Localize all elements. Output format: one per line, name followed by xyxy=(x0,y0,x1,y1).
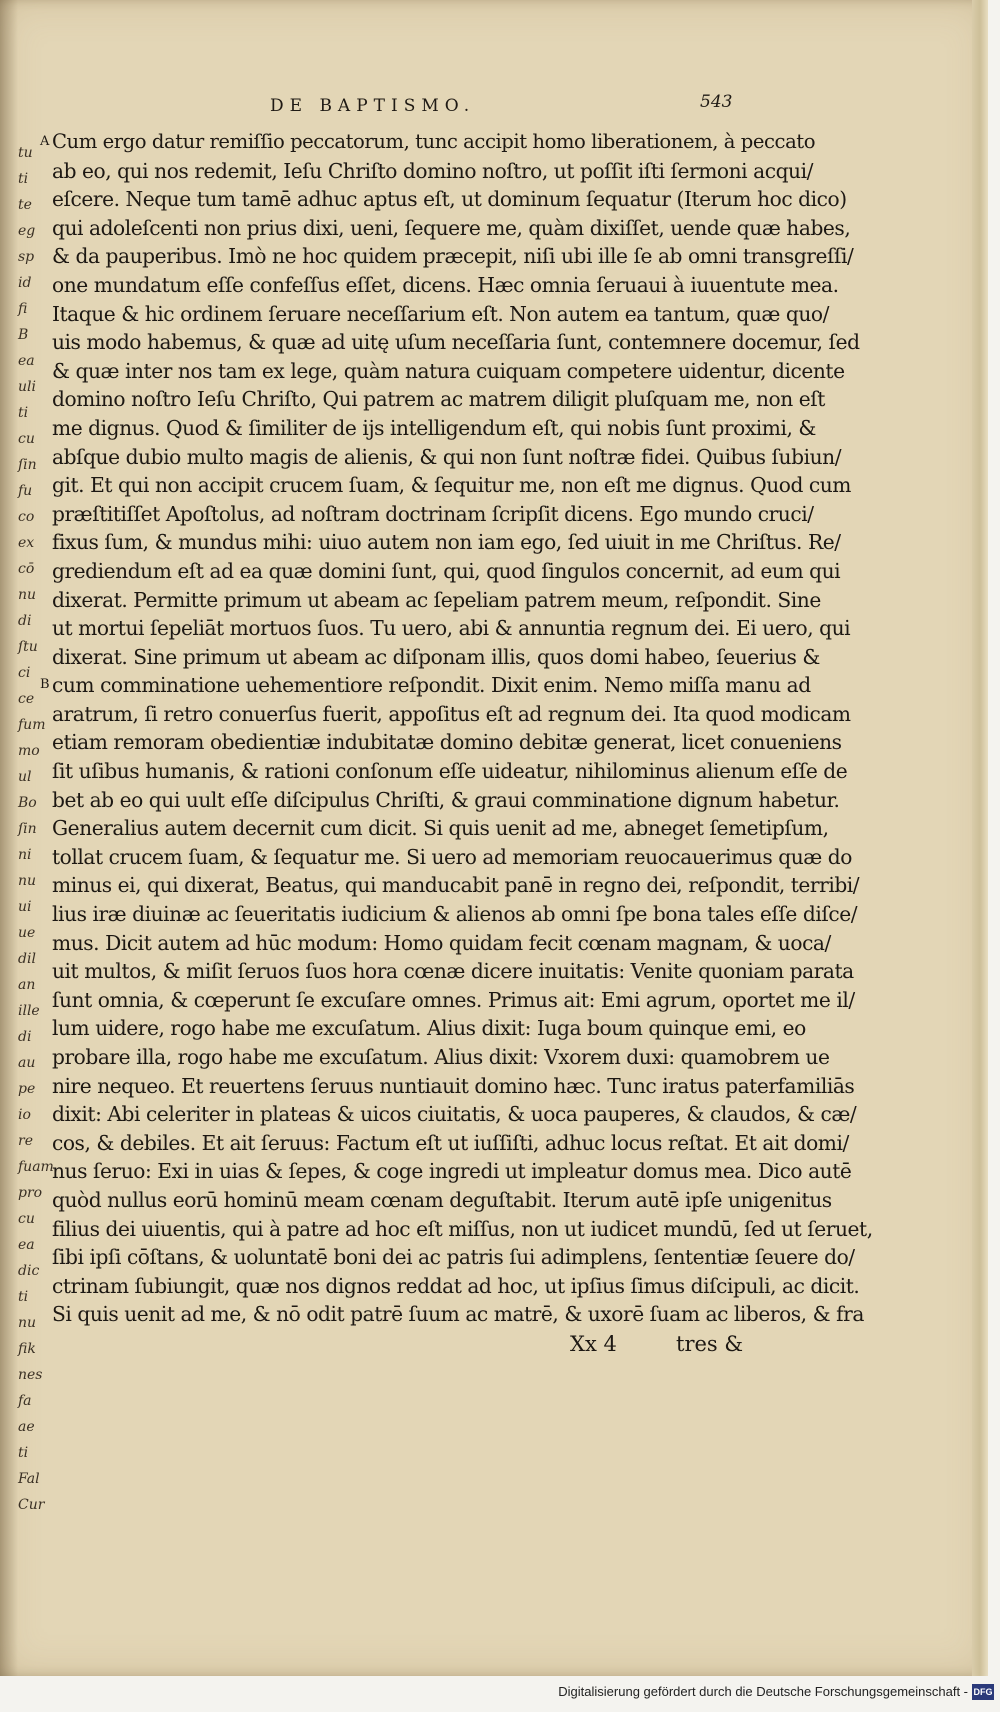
margin-fragment: re xyxy=(18,1133,33,1149)
text-line: lum uidere, rogo habe me excuſatum. Alius dixit: Iuga boum quinque emi, eo xyxy=(52,1016,806,1041)
text-line: cum comminatione uehementiore reſpondit. Dixit enim. Nemo miſſa manu ad xyxy=(52,673,811,698)
signature-mark: Xx 4 xyxy=(570,1332,617,1356)
text-line: grediendum eſt ad ea quæ domini ſunt, qui, quod ſingulos concernit, ad eum qui xyxy=(52,558,841,583)
margin-fragment: ſin xyxy=(18,457,37,473)
text-line: quòd nullus eorū hominū meam cœnam deguſtabit. Iterum autē ipſe unigenitus xyxy=(52,1187,832,1212)
margin-fragment: an xyxy=(18,977,36,993)
catchword: tres & xyxy=(676,1332,744,1356)
margin-fragment: Cur xyxy=(18,1497,45,1513)
margin-fragment: ea xyxy=(18,353,35,369)
text-line: eſcere. Neque tum tamē adhuc aptus eſt, ut dominum ſequatur (Iterum hoc dico) xyxy=(52,187,847,212)
margin-fragment: ue xyxy=(18,925,36,941)
text-line: uis modo habemus, & quæ ad uitę uſum neceſſaria ſunt, contemnere docemur, ſed xyxy=(52,330,860,355)
text-line: & quæ inter nos tam ex lege, quàm natura cuiquam competere uidentur, dicente xyxy=(52,358,845,383)
text-line: domino noſtro Ieſu Chriſto, Qui patrem ac matrem diligit pluſquam me, non eſt xyxy=(52,387,825,412)
page-edge xyxy=(972,0,988,1676)
margin-fragment: nu xyxy=(18,873,37,889)
margin-fragment: cu xyxy=(18,1211,35,1227)
margin-fragment: te xyxy=(18,197,32,213)
text-line: filius dei uiuentis, qui à patre ad hoc eſt miſſus, non ut iudicet mundū, ſed ut ſeruet, xyxy=(52,1216,873,1241)
text-line: ſunt omnia, & cœperunt ſe excuſare omnes. Primus ait: Emi agrum, oportet me il/ xyxy=(52,987,855,1012)
margin-fragment: ti xyxy=(18,405,29,421)
margin-fragment: dic xyxy=(18,1263,40,1279)
margin-fragment: dil xyxy=(18,951,36,967)
text-line: dixerat. Permitte primum ut abeam ac ſepeliam patrem meum, reſpondit. Sine xyxy=(52,587,821,612)
left-margin-fragments xyxy=(18,140,54,1518)
text-line: dixerat. Sine primum ut abeam ac diſponam illis, quos domi habeo, ſeuerius & xyxy=(52,644,820,669)
text-line: qui adoleſcenti non prius dixi, ueni, ſequere me, quàm dixiſſet, uende quæ habes, xyxy=(52,215,851,240)
text-line: nus ſeruo: Exi in uias & ſepes, & coge ingredi ut impleatur domus mea. Dico autē xyxy=(52,1159,852,1184)
text-line: ut mortui ſepeliāt mortuos ſuos. Tu uero, abi & annuntia regnum dei. Ei uero, qui xyxy=(52,616,851,641)
margin-fragment: ce xyxy=(18,691,35,707)
footer-credit: Digitalisierung gefördert durch die Deutsche Forschungsgemeinschaft - xyxy=(558,1684,968,1699)
text-line: præſtitiſſet Apoſtolus, ad noſtram doctrinam ſcripſit dicens. Ego mundo cruci/ xyxy=(52,501,814,526)
margin-fragment: ſtu xyxy=(18,639,38,655)
text-line: minus ei, qui dixerat, Beatus, qui manducabit panē in regno dei, reſpondit, terribi/ xyxy=(52,873,860,898)
margin-fragment: tu xyxy=(18,145,33,161)
text-line: & da pauperibus. Imò ne hoc quidem præcepit, niſi ubi ille ſe ab omni transgreſſi/ xyxy=(52,244,854,269)
text-line: bet ab eo qui uult eſſe diſcipulus Chriſti, & graui comminatione dignum habetur. xyxy=(52,787,840,812)
margin-fragment: ti xyxy=(18,171,29,187)
text-line: git. Et qui non accipit crucem ſuam, & ſequitur me, non eſt me dignus. Quod cum xyxy=(52,473,851,498)
margin-fragment: Fal xyxy=(18,1471,40,1487)
margin-fragment: au xyxy=(18,1055,36,1071)
margin-fragment: cu xyxy=(18,431,35,447)
text-line: ſit uſibus humanis, & rationi conſonum eſſe uideatur, nihilominus alienum eſſe de xyxy=(52,759,848,784)
running-head: DE BAPTISMO. xyxy=(270,96,476,116)
text-line: probare illa, rogo habe me excuſatum. Alius dixit: Vxorem duxi: quamobrem ue xyxy=(52,1045,830,1069)
gutter-shadow xyxy=(0,0,18,1676)
text-line: lius iræ diuinæ ac ſeueritatis iudicium & alienos ab omni ſpe bona tales eſſe diſce/ xyxy=(52,902,858,927)
text-line: Si quis uenit ad me, & nō odit patrē ſuum ac matrē, & uxorē ſuam ac liberos, & fra xyxy=(52,1302,864,1327)
text-line: Itaque & hic ordinem ſeruare neceſſarium eſt. Non autem ea tantum, quæ quo/ xyxy=(52,301,829,326)
margin-fragment: fu xyxy=(18,483,33,499)
line-marker: A xyxy=(40,134,50,149)
line-marker: B xyxy=(40,677,50,693)
text-line: ſibi ipſi cōſtans, & uoluntatē boni dei ac patris ſui adimplens, ſententiæ ſeuere do/ xyxy=(52,1245,855,1270)
margin-fragment: ti xyxy=(18,1445,29,1461)
margin-fragment: nes xyxy=(18,1367,43,1383)
margin-fragment: ti xyxy=(18,1289,29,1305)
text-line: ab eo, qui nos redemit, Ieſu Chriſto domino noſtro, ut poſſit iſti ſermoni acqui/ xyxy=(52,158,813,183)
text-line: one mundatum eſſe confeſſus eſſet, dicens. Hæc omnia ſeruaui à iuuentute mea. xyxy=(52,272,839,297)
margin-fragment: co xyxy=(18,509,35,525)
margin-fragment: nu xyxy=(18,587,37,603)
margin-fragment: di xyxy=(18,1029,32,1045)
margin-fragment: ex xyxy=(18,535,35,551)
text-line: mus. Dicit autem ad hūc modum: Homo quidam fecit cœnam magnam, & uoca/ xyxy=(52,930,831,955)
text-line: tollat crucem ſuam, & ſequatur me. Si uero ad memoriam reuocauerimus quæ do xyxy=(52,844,852,869)
margin-fragment: ſin xyxy=(18,821,37,837)
margin-fragment: Bo xyxy=(18,795,37,811)
margin-fragment: cō xyxy=(18,561,35,577)
body-text xyxy=(52,128,873,1329)
margin-fragment: pro xyxy=(18,1185,43,1201)
margin-fragment: fa xyxy=(18,1393,32,1409)
text-line: Cum ergo datur remiſſio peccatorum, tunc accipit homo liberationem, à peccato xyxy=(52,130,816,153)
margin-fragment: io xyxy=(18,1107,31,1123)
margin-fragment: eg xyxy=(18,223,36,239)
page-number: 543 xyxy=(700,92,733,112)
margin-fragment: ci xyxy=(18,665,31,681)
margin-fragment: ni xyxy=(18,847,32,863)
text-line: me dignus. Quod & ſimiliter de ijs intelligendum eſt, qui nobis ſunt proximi, & xyxy=(52,415,816,440)
margin-fragment: uli xyxy=(18,379,36,395)
margin-fragment: fum xyxy=(18,717,46,733)
margin-fragment: B xyxy=(18,327,29,343)
text-line: abſque dubio multo magis de alienis, & qui non ſunt noſtræ fidei. Quibus ſubiun/ xyxy=(52,444,842,469)
margin-fragment: ui xyxy=(18,899,32,915)
margin-fragment: fik xyxy=(18,1341,36,1357)
margin-fragment: ae xyxy=(18,1419,35,1435)
margin-fragment: di xyxy=(18,613,32,629)
text-line: uit multos, & miſit ſeruos ſuos hora cœnæ dicere inuitatis: Venite quoniam parata xyxy=(52,959,854,984)
margin-fragment: pe xyxy=(18,1081,36,1097)
text-line: etiam remoram obedientiæ indubitatæ domino debitæ generat, licet conueniens xyxy=(52,730,842,755)
margin-fragment: fi xyxy=(18,301,28,317)
dfg-logo: DFG xyxy=(972,1684,994,1700)
text-line: aratrum, ſi retro conuerſus fuerit, appoſitus eſt ad regnum dei. Ita quod modicam xyxy=(52,701,851,726)
margin-fragment: mo xyxy=(18,743,40,759)
text-line: nire nequeo. Et reuertens ſeruus nuntiauit domino hæc. Tunc iratus paterfamiliās xyxy=(52,1073,855,1098)
margin-fragment: ille xyxy=(18,1003,40,1019)
margin-fragment: sp xyxy=(18,249,35,265)
text-line: cos, & debiles. Et ait ſeruus: Factum eſt ut iuſſiſti, adhuc locus reſtat. Et ait domi/ xyxy=(52,1130,849,1155)
margin-fragment: ea xyxy=(18,1237,35,1253)
digitization-footer xyxy=(0,1676,1000,1712)
margin-fragment: nu xyxy=(18,1315,37,1331)
text-line: fixus ſum, & mundus mihi: uiuo autem non iam ego, ſed uiuit in me Chriſtus. Re/ xyxy=(52,530,841,555)
margin-fragment: fuam xyxy=(18,1159,54,1175)
margin-fragment: id xyxy=(18,275,32,291)
text-line: Generalius autem decernit cum dicit. Si quis uenit ad me, abneget ſemetipſum, xyxy=(52,816,829,841)
text-line: dixit: Abi celeriter in plateas & uicos ciuitatis, & uoca pauperes, & claudos, & cæ/ xyxy=(52,1102,857,1127)
text-line: ctrinam ſubiungit, quæ nos dignos reddat ad hoc, ut ipſius ſimus diſcipuli, ac dicit. xyxy=(52,1273,860,1298)
margin-fragment: ul xyxy=(18,769,32,785)
